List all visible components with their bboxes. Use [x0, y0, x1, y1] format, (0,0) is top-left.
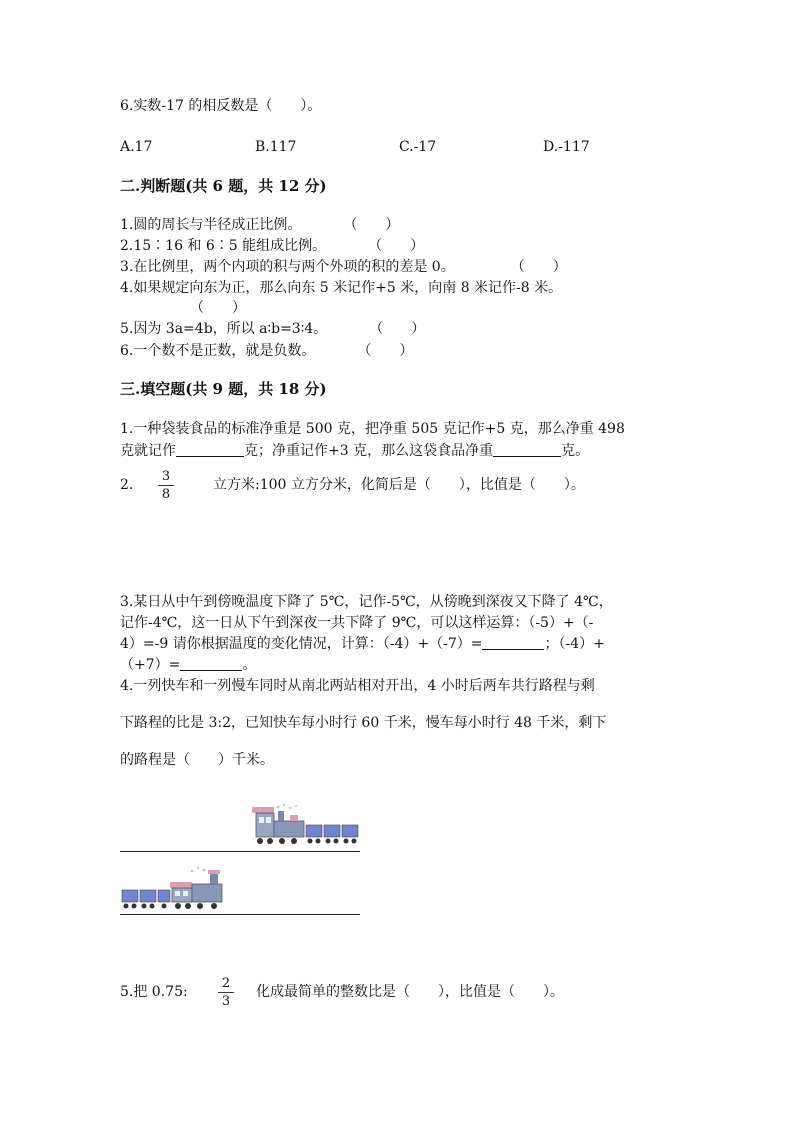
- slow-train-image: [118, 866, 234, 916]
- fraction-denominator: 8: [161, 487, 171, 502]
- track-line-top: [120, 851, 360, 852]
- track-line-bottom: [120, 914, 360, 915]
- answer-blank[interactable]: [176, 442, 244, 457]
- fill-q4-line2: 下路程的比是 3:2，已知快车每小时行 60 千米，慢车每小时行 48 千米，剩下: [120, 715, 607, 731]
- fill-q2-number: 2.: [120, 477, 134, 493]
- fill-q3-text-a: 4）=-9 请你根据温度的变化情况，计算：（-4）+（-7）=: [120, 636, 483, 652]
- fill-q1-line1: 1.一种袋装食品的标准净重是 500 克，把净重 505 克记作+5 克，那么净重 498: [120, 421, 625, 437]
- fraction-2-3: [218, 976, 234, 1009]
- fraction-3-8: [158, 469, 174, 502]
- fill-q4-line3: 的路程是（ ）千米。: [120, 752, 274, 768]
- judge-item-6: 6.一个数不是正数，就是负数。 （ ）: [120, 343, 414, 359]
- answer-blank[interactable]: [493, 442, 561, 457]
- answer-blank[interactable]: [482, 635, 544, 650]
- judge-item-1: 1.圆的周长与半径成正比例。 （ ）: [120, 217, 400, 233]
- fill-q1-text-c: 克。: [561, 443, 590, 459]
- fill-q5-text-a: 5.把 0.75:: [120, 984, 188, 1000]
- fill-q3-line1: 3.某日从中午到傍晚温度下降了 5℃，记作-5℃，从傍晚到深夜又下降了 4℃，: [120, 594, 613, 610]
- answer-blank[interactable]: [180, 656, 242, 671]
- fraction-denominator: 3: [221, 994, 231, 1009]
- judge-item-3: 3.在比例里，两个内项的积与两个外项的积的差是 0。 （ ）: [120, 259, 567, 275]
- fill-q1-line2: [120, 442, 589, 460]
- fill-q1-text-a: 克就记作: [120, 443, 176, 459]
- fill-q2-text: 立方米:100 立方分米，化简后是（ ），比值是（ ）。: [213, 477, 585, 493]
- fill-q5-text-b: 化成最简单的整数比是（ ），比值是（ ）。: [256, 984, 564, 1000]
- fill-q3-line3: [120, 635, 605, 653]
- fill-q1-text-b: 克；净重记作+3 克，那么这袋食品净重: [244, 443, 494, 459]
- fast-train-image: [248, 803, 364, 853]
- judge-item-5: 5.因为 3a=4b，所以 a∶b=3∶4。 （ ）: [120, 321, 426, 337]
- option-a: A.17: [120, 139, 153, 155]
- section-heading-judge: 二.判断题(共 6 题，共 12 分): [120, 177, 327, 195]
- fill-q3-line2: 记作-4℃，这一日从下午到深夜一共下降了 9℃，可以这样运算：（-5）+（-: [120, 615, 594, 631]
- option-c: C.-17: [399, 139, 437, 155]
- judge-item-4: 4.如果规定向东为正，那么向东 5 米记作+5 米，向南 8 米记作-8 米。: [120, 280, 563, 296]
- fill-q3-text-b: ；（-4）+: [544, 636, 605, 652]
- judge-item-4-bracket: （ ）: [190, 300, 246, 316]
- fill-q4-line1: 4.一列快车和一列慢车同时从南北两站相对开出，4 小时后两车共行路程与剩: [120, 678, 595, 694]
- section-heading-fill: 三.填空题(共 9 题，共 18 分): [120, 380, 327, 398]
- fill-q3-text-d: 。: [242, 657, 257, 673]
- option-b: B.117: [255, 139, 297, 155]
- option-d: D.-117: [543, 139, 590, 155]
- fraction-numerator: 2: [218, 976, 234, 993]
- fill-q3-text-c: （+7）=: [120, 657, 181, 673]
- judge-item-2: 2.15∶16 和 6∶5 能组成比例。 （ ）: [120, 238, 425, 254]
- fraction-numerator: 3: [158, 469, 174, 486]
- question-6-stem: 6.实数-17 的相反数是（ ）。: [120, 98, 322, 114]
- fill-q3-line4: [120, 656, 256, 674]
